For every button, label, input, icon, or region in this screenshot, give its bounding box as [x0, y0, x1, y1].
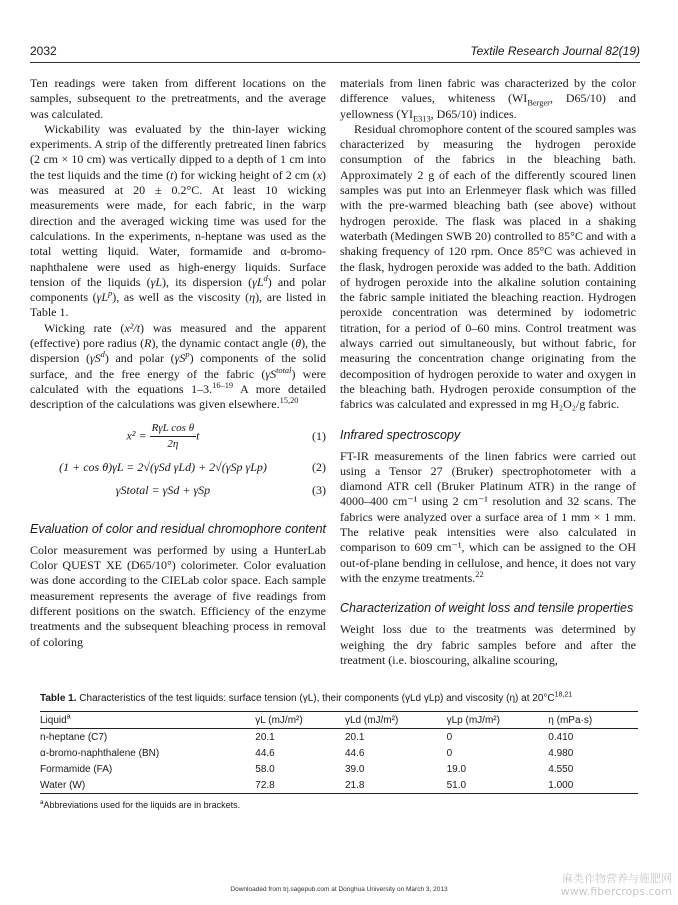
table-row: [40, 777, 638, 794]
table-caption: Table 1. Characteristics of the test liquids: surface tension (γL), their components (γLd γLp) and viscosity (η) at $20^\circ C^{18,21}$: [40, 691, 573, 704]
table-cell: Water (W): [40, 779, 86, 791]
table-cell: Formamide (FA): [40, 763, 113, 775]
paragraph: Ten readings were taken from different locations on the samples, subsequent to the pretreatments, and the average was calculated.: [30, 76, 326, 121]
watermark: 麻类作物营养与施肥网 www.fibercrops.com: [560, 872, 672, 898]
table-cell: 0.410: [548, 731, 574, 743]
table-cell: 4.550: [548, 763, 574, 775]
paragraph: Weight loss due to the treatments was determined by weighing the dry fabric samples before and after the treatment (i.e. bioscouring, alkaline scouring,: [340, 622, 636, 667]
paragraph: FT-IR measurements of the linen fabrics were carried out using a Tensor 27 (Bruker) spectrophotometer with a diamond ATR cell (Bruker Platinum ATR) in the range of 4000–400 cm⁻¹ using 2 cm⁻¹ resolution and 32 scans. The fabrics were analyzed over a surface area of 1 mm × 1 mm. The relative peak intensities were also calculated in comparison to 609 cm⁻¹, which can be assigned to the OH out-of-plane bending in cellulose, and hence, it does not vary with the enzyme treatments.$^{22}$: [340, 448, 636, 585]
table-cell: 21.8: [344, 779, 365, 791]
table-cell: 0: [446, 731, 453, 743]
paragraph: Wickability was evaluated by the thin-layer wicking experiments. A strip of the differently pretreated linen fabrics (2 cm × 10 cm) was vertically dipped to a depth of 1 cm into the test liquids and the time (t) for wicking height of 2 cm (x) was measured at 20 ± 0.2°C. At least 10 wicking measurements were made, for each fabric, in the warp direction and the averaged wicking time was used for the calculations. In the experiments, n-heptane was used as the total wetting liquid. Water, formamide and α-bromo-naphthalene were used as high-energy liquids. Surface tension of the liquids (γL), its dispersion $(\gamma L^d)$ and polar components $(\gamma L^p)$, as well as the viscosity (η), are listed in Table 1.: [30, 121, 327, 320]
paragraph: materials from linen fabric was characterized by the color difference values, whiteness ($WI_{Berger}$, D65/10) and yellowness ($YI_{E313}$, D65/10) indices.: [340, 76, 637, 123]
table-cell: 19.0: [446, 763, 467, 775]
table-row: [40, 745, 638, 761]
table-footnote: $^a$Abbreviations used for the liquids are in brackets.: [40, 799, 241, 810]
column-header: Liquid$^a$: [40, 713, 71, 726]
section-heading: Characterization of weight loss and tensile properties: [340, 601, 634, 616]
journal-title: Textile Research Journal 82(19): [470, 44, 640, 58]
table-row: [40, 729, 638, 746]
table-cell: 4.980: [548, 747, 574, 759]
equation-2: (1 + cos θ)γL = 2√(γSd γLd) + 2√(γSp γLp) (2): [59, 460, 326, 475]
table-cell: n-heptane (C7): [40, 731, 108, 743]
table-cell: 58.0: [255, 763, 275, 775]
table-1: [40, 692, 638, 810]
column-header: γLd (mJ/m²): [344, 714, 399, 726]
equation-1: x² = $\frac{\text{RγL cos θ}}{2\eta}$ t (1): [126, 421, 326, 450]
right-column: [340, 76, 636, 668]
download-notice: Downloaded from trj.sagepub.com at Donghua University on March 3, 2013: [230, 886, 448, 893]
header-rule: [30, 62, 640, 63]
table-cell: 0: [446, 747, 453, 759]
column-header: γL (mJ/m²): [255, 714, 303, 726]
paragraph: Residual chromophore content of the scoured samples was characterized by measuring the hydrogen peroxide consumption of the fabrics in the bleaching bath. Approximately 2 g of each of the differently scoured linen samples was put into an Erlenmeyer flask which was filled with the pre-warmed bleaching bath (see above) without hydrogen peroxide. The flask was placed in a shaking waterbath (Medingen SWB 20) controlled to 85°C and with a shaking frequency of 120 rpm. Once 85°C was achieved in the flask, hydrogen peroxide was added to the bath. Addition of hydrogen peroxide into the alkaline solution containing the fabric sample initiated the bleaching reaction. Hydrogen peroxide concentration was determined by iodometric titration, for a period of 0–60 mins. Control treatment was always carried out simultaneously, but without fabric, for measuring the concentration change originating from the decomposition of hydrogen peroxide to water and oxygen in the bleaching bath. Hydrogen peroxide consumption of the fabrics was calculated and expressed in mg H₂O₂/g fabric.: [340, 121, 636, 412]
table-cell: 39.0: [344, 763, 365, 775]
table-cell: α-bromo-naphthalene (BN): [40, 747, 160, 759]
column-header: γLp (mJ/m²): [446, 714, 500, 726]
paragraph: Wicking rate (x²/t) was measured and the apparent (effective) pore radius (R), the dynamic contact angle (θ), the dispersion $(\gamma S^d)$ and polar $(\gamma S^p)$ components of the solid surface, and the free energy of the fabric $(\gamma S^{total})$ were calculated with the equations 1–3.$^{16-19}$ A more detailed description of the calculations was given elsewhere.$^{15,20}$: [30, 320, 327, 412]
equation-3: γStotal = γSd + γSp (3): [115, 483, 326, 498]
liquids-table: [40, 711, 638, 794]
section-heading: Evaluation of color and residual chromophore content: [30, 521, 327, 536]
section-heading: Infrared spectroscopy: [340, 427, 461, 442]
table-header-row: [40, 712, 638, 729]
table-cell: 44.6: [255, 747, 275, 759]
table-cell: 51.0: [446, 779, 467, 791]
table-row: [40, 761, 638, 777]
paragraph: Color measurement was performed by using a HunterLab Color QUEST XE (D65/10°) colorimeter. Color evaluation was done according to the CIELab color space. Each sample measurement represents the average of five readings from different positions on the swatch. Efficiency of the enzyme treatments and the subsequent bleaching process in removal of coloring: [30, 542, 326, 649]
table-cell: 20.1: [344, 731, 365, 743]
left-column: [30, 76, 326, 650]
table-cell: 20.1: [255, 731, 275, 743]
table-cell: 44.6: [344, 747, 365, 759]
page-number: 2032: [30, 44, 57, 58]
table-cell: 1.000: [548, 779, 574, 791]
table-cell: 72.8: [255, 779, 275, 791]
column-header: η (mPa·s): [548, 714, 593, 726]
